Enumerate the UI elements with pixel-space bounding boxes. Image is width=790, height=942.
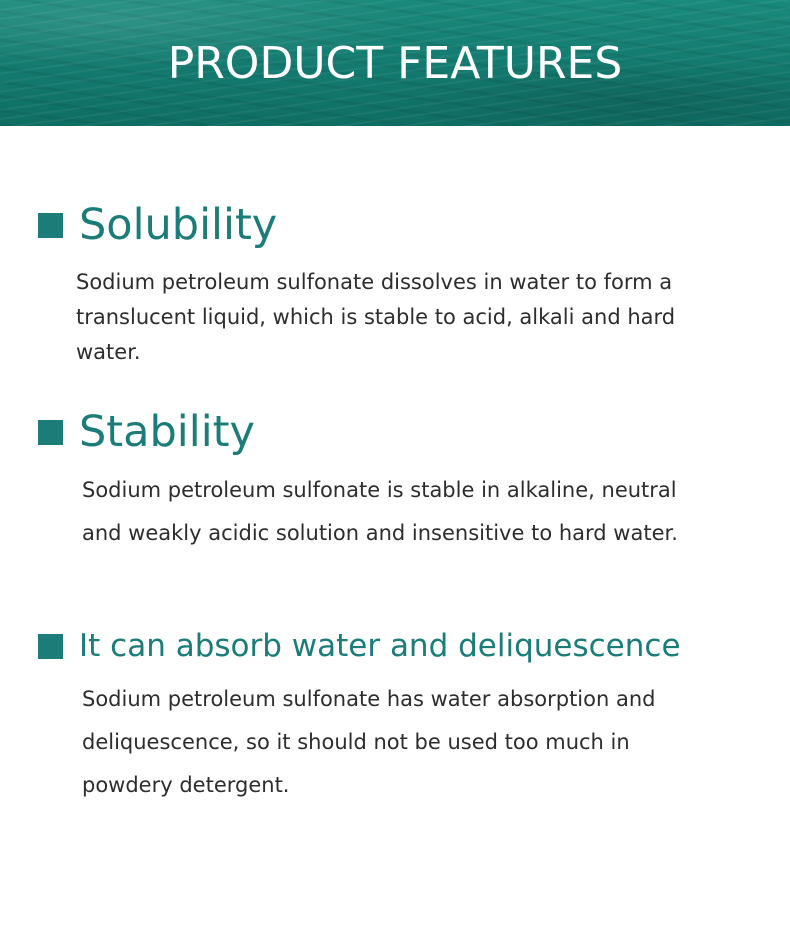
header-banner xyxy=(0,0,790,126)
feature-heading-row xyxy=(38,402,255,462)
description-line: powdery detergent. xyxy=(82,773,290,797)
page-title: PRODUCT FEATURES xyxy=(167,38,623,89)
feature-heading-row xyxy=(38,195,277,255)
description-line: Sodium petroleum sulfonate is stable in alkaline, neutral xyxy=(82,478,677,502)
description-line: and weakly acidic solution and insensitive to hard water. xyxy=(82,521,678,545)
feature-description xyxy=(76,265,675,370)
feature-heading: Solubility xyxy=(79,200,278,250)
square-bullet-icon xyxy=(38,213,63,238)
feature-heading: Stability xyxy=(79,407,255,457)
feature-description xyxy=(82,678,655,807)
description-line: translucent liquid, which is stable to acid, alkali and hard xyxy=(76,305,676,329)
square-bullet-icon xyxy=(38,420,63,445)
description-line: deliquescence, so it should not be used too much in xyxy=(82,730,630,754)
description-line: water. xyxy=(76,340,141,364)
feature-heading: It can absorb water and deliquescence xyxy=(79,628,681,664)
description-line: Sodium petroleum sulfonate has water absorption and xyxy=(82,687,656,711)
feature-heading-row xyxy=(38,616,681,676)
description-line: Sodium petroleum sulfonate dissolves in water to form a xyxy=(76,270,673,294)
square-bullet-icon xyxy=(38,634,63,659)
feature-description xyxy=(82,469,678,555)
